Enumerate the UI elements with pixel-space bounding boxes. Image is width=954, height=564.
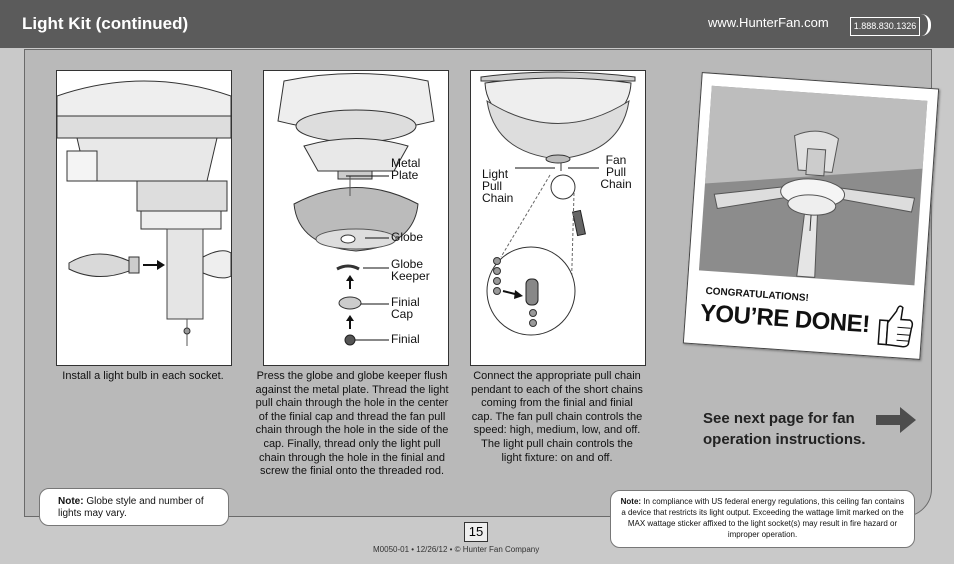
bulb-install-drawing	[57, 71, 231, 365]
note-label: Note:	[620, 497, 642, 506]
note-text: Globe style and number of lights may vary.	[58, 496, 204, 519]
youre-done-headline: YOU’RE DONE!	[699, 299, 871, 339]
globe-install-drawing	[264, 71, 448, 365]
congratulations-text: CONGRATULATIONS!	[705, 285, 810, 305]
arrow-right-icon	[876, 405, 918, 435]
label-metal-plate: Metal Plate	[391, 156, 421, 182]
website-link[interactable]: www.HunterFan.com	[708, 15, 829, 30]
step-3-caption: Connect the appropriate pull chain pendant to each of the short chains coming from the finial and finial cap. The fan pull chain controls the speed: high, medium, low, and off. The light pull chain controls the light fixture: on and off.	[471, 370, 643, 464]
note-label: Note:	[58, 496, 84, 507]
page-title: Light Kit (continued)	[22, 14, 189, 33]
phone-number: 1.888.830.1326	[850, 17, 920, 36]
document-info: M0050-01 • 12/26/12 • © Hunter Fan Company	[373, 545, 540, 554]
label-globe-keeper: Globe Keeper	[391, 257, 430, 283]
done-photo	[683, 72, 939, 360]
step-1-caption: Install a light bulb in each socket.	[62, 370, 224, 382]
page-number: 15	[464, 522, 488, 542]
step-3-illustration	[470, 70, 646, 366]
note-text: In compliance with US federal energy regulations, this ceiling fan contains a device that restricts its light output. Exceeding the wattage limit marked on the MAX wattage sticker affixed to the light socket(s) may result in fire hazard or improper operation.	[621, 497, 905, 539]
label-globe: Globe	[391, 230, 424, 244]
label-light-pull-chain: Light Pull Chain	[482, 167, 514, 205]
energy-regulation-note	[610, 490, 915, 548]
next-page-text: See next page for fan operation instructions.	[703, 410, 866, 448]
step-2-caption: Press the globe and globe keeper flush against the metal plate. Thread the light pull chain through the hole in the center of the finial cap and thread the fan pull chain through the hole in the side of the cap. Finally, thread only the light pull chain through the hole in the finial and screw the finial onto the threaded rod.	[255, 370, 449, 478]
globe-style-note	[39, 488, 229, 526]
label-finial: Finial	[391, 332, 420, 346]
pull-chain-drawing	[471, 71, 645, 365]
step-2-illustration	[263, 70, 449, 366]
label-fan-pull-chain: Fan Pull Chain	[600, 153, 632, 191]
step-1-illustration	[56, 70, 232, 366]
thumbs-up-icon	[872, 300, 915, 351]
label-finial-cap: Finial Cap	[391, 295, 420, 321]
